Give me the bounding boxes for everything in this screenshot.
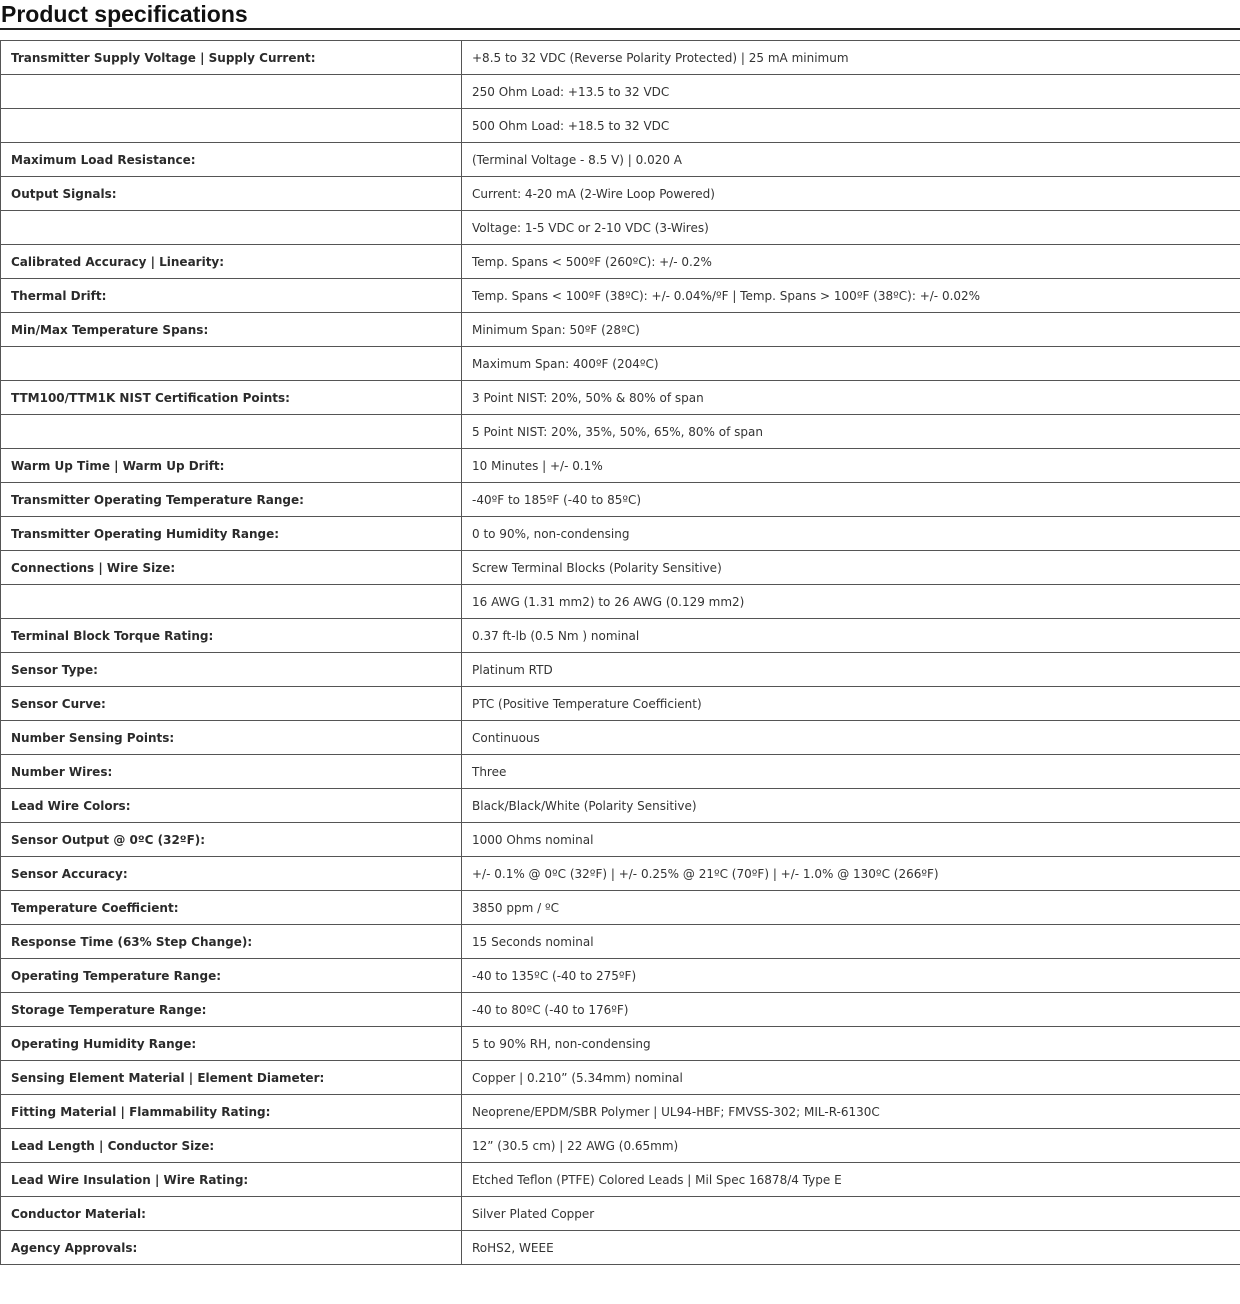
spec-label: Min/Max Temperature Spans: xyxy=(1,313,462,347)
spec-label: Lead Length | Conductor Size: xyxy=(1,1129,462,1163)
spec-value: 16 AWG (1.31 mm2) to 26 AWG (0.129 mm2) xyxy=(462,585,1240,619)
spec-value: Etched Teflon (PTFE) Colored Leads | Mil Spec 16878/4 Type E xyxy=(462,1163,1240,1197)
spec-label: Sensing Element Material | Element Diameter: xyxy=(1,1061,462,1095)
spec-label: Terminal Block Torque Rating: xyxy=(1,619,462,653)
spec-value: Platinum RTD xyxy=(462,653,1240,687)
table-row xyxy=(1,177,1240,211)
spec-value: Current: 4-20 mA (2-Wire Loop Powered) xyxy=(462,177,1240,211)
table-row xyxy=(1,959,1240,993)
spec-label xyxy=(1,347,462,381)
spec-value: 500 Ohm Load: +18.5 to 32 VDC xyxy=(462,109,1240,143)
page-title: Product specifications xyxy=(1,1,248,27)
spec-value: 12” (30.5 cm) | 22 AWG (0.65mm) xyxy=(462,1129,1240,1163)
table-row xyxy=(1,619,1240,653)
spec-value: -40ºF to 185ºF (-40 to 85ºC) xyxy=(462,483,1240,517)
spec-value: 15 Seconds nominal xyxy=(462,925,1240,959)
spec-label: Sensor Type: xyxy=(1,653,462,687)
spec-label: Lead Wire Colors: xyxy=(1,789,462,823)
table-row xyxy=(1,857,1240,891)
table-row xyxy=(1,381,1240,415)
spec-label: Operating Humidity Range: xyxy=(1,1027,462,1061)
spec-value: Neoprene/EPDM/SBR Polymer | UL94-HBF; FMVSS-302; MIL-R-6130C xyxy=(462,1095,1240,1129)
spec-label: Transmitter Supply Voltage | Supply Current: xyxy=(1,41,462,75)
spec-value: 3850 ppm / ºC xyxy=(462,891,1240,925)
section-heading xyxy=(0,0,1240,30)
spec-value: 10 Minutes | +/- 0.1% xyxy=(462,449,1240,483)
table-row xyxy=(1,109,1240,143)
spec-label: Fitting Material | Flammability Rating: xyxy=(1,1095,462,1129)
table-row xyxy=(1,1027,1240,1061)
table-row xyxy=(1,1231,1240,1265)
table-row xyxy=(1,41,1240,75)
spec-label: Operating Temperature Range: xyxy=(1,959,462,993)
spec-label: Output Signals: xyxy=(1,177,462,211)
table-row xyxy=(1,721,1240,755)
table-row xyxy=(1,1095,1240,1129)
spec-value: Temp. Spans < 100ºF (38ºC): +/- 0.04%/ºF | Temp. Spans > 100ºF (38ºC): +/- 0.02% xyxy=(462,279,1240,313)
table-row xyxy=(1,211,1240,245)
table-row xyxy=(1,347,1240,381)
table-row xyxy=(1,823,1240,857)
spec-label xyxy=(1,109,462,143)
spec-value: Continuous xyxy=(462,721,1240,755)
table-row xyxy=(1,517,1240,551)
specifications-table xyxy=(0,40,1240,1265)
spec-label: Thermal Drift: xyxy=(1,279,462,313)
table-row xyxy=(1,551,1240,585)
spec-label: Sensor Accuracy: xyxy=(1,857,462,891)
table-row xyxy=(1,755,1240,789)
spec-value: +8.5 to 32 VDC (Reverse Polarity Protected) | 25 mA minimum xyxy=(462,41,1240,75)
spec-label xyxy=(1,75,462,109)
spec-value: (Terminal Voltage - 8.5 V) | 0.020 A xyxy=(462,143,1240,177)
table-row xyxy=(1,1061,1240,1095)
spec-value: 5 to 90% RH, non-condensing xyxy=(462,1027,1240,1061)
spec-value: PTC (Positive Temperature Coefficient) xyxy=(462,687,1240,721)
spec-label xyxy=(1,415,462,449)
specifications-table-body xyxy=(1,41,1240,1265)
spec-label: Transmitter Operating Humidity Range: xyxy=(1,517,462,551)
table-row xyxy=(1,1129,1240,1163)
spec-label: Calibrated Accuracy | Linearity: xyxy=(1,245,462,279)
spec-value: 0.37 ft-lb (0.5 Nm ) nominal xyxy=(462,619,1240,653)
spec-value: 5 Point NIST: 20%, 35%, 50%, 65%, 80% of span xyxy=(462,415,1240,449)
spec-value: Minimum Span: 50ºF (28ºC) xyxy=(462,313,1240,347)
spec-value: 250 Ohm Load: +13.5 to 32 VDC xyxy=(462,75,1240,109)
spec-label: Transmitter Operating Temperature Range: xyxy=(1,483,462,517)
spec-value: +/- 0.1% @ 0ºC (32ºF) | +/- 0.25% @ 21ºC (70ºF) | +/- 1.0% @ 130ºC (266ºF) xyxy=(462,857,1240,891)
spec-label: Sensor Output @ 0ºC (32ºF): xyxy=(1,823,462,857)
spec-value: Silver Plated Copper xyxy=(462,1197,1240,1231)
spec-value: Screw Terminal Blocks (Polarity Sensitive) xyxy=(462,551,1240,585)
table-row xyxy=(1,585,1240,619)
table-row xyxy=(1,891,1240,925)
spec-value: -40 to 135ºC (-40 to 275ºF) xyxy=(462,959,1240,993)
table-row xyxy=(1,75,1240,109)
table-row xyxy=(1,687,1240,721)
table-row xyxy=(1,1163,1240,1197)
spec-label: Response Time (63% Step Change): xyxy=(1,925,462,959)
table-row xyxy=(1,925,1240,959)
spec-label: Number Wires: xyxy=(1,755,462,789)
spec-label: Agency Approvals: xyxy=(1,1231,462,1265)
table-row xyxy=(1,483,1240,517)
table-row xyxy=(1,1197,1240,1231)
spec-value: Three xyxy=(462,755,1240,789)
spec-label: Connections | Wire Size: xyxy=(1,551,462,585)
table-row xyxy=(1,143,1240,177)
spec-value: -40 to 80ºC (-40 to 176ºF) xyxy=(462,993,1240,1027)
spec-label: Maximum Load Resistance: xyxy=(1,143,462,177)
spec-value: Black/Black/White (Polarity Sensitive) xyxy=(462,789,1240,823)
spec-label xyxy=(1,585,462,619)
spec-label: Storage Temperature Range: xyxy=(1,993,462,1027)
spec-label: Conductor Material: xyxy=(1,1197,462,1231)
spec-value: Temp. Spans < 500ºF (260ºC): +/- 0.2% xyxy=(462,245,1240,279)
table-row xyxy=(1,993,1240,1027)
spec-label xyxy=(1,211,462,245)
spec-label: TTM100/TTM1K NIST Certification Points: xyxy=(1,381,462,415)
spec-value: 1000 Ohms nominal xyxy=(462,823,1240,857)
spec-value: Copper | 0.210” (5.34mm) nominal xyxy=(462,1061,1240,1095)
spec-value: 3 Point NIST: 20%, 50% & 80% of span xyxy=(462,381,1240,415)
spec-value: Maximum Span: 400ºF (204ºC) xyxy=(462,347,1240,381)
table-row xyxy=(1,245,1240,279)
spec-value: 0 to 90%, non-condensing xyxy=(462,517,1240,551)
spec-label: Number Sensing Points: xyxy=(1,721,462,755)
table-row xyxy=(1,653,1240,687)
spec-value: RoHS2, WEEE xyxy=(462,1231,1240,1265)
spec-label: Warm Up Time | Warm Up Drift: xyxy=(1,449,462,483)
table-row xyxy=(1,279,1240,313)
table-row xyxy=(1,789,1240,823)
table-row xyxy=(1,415,1240,449)
table-row xyxy=(1,313,1240,347)
spec-value: Voltage: 1-5 VDC or 2-10 VDC (3-Wires) xyxy=(462,211,1240,245)
spec-label: Lead Wire Insulation | Wire Rating: xyxy=(1,1163,462,1197)
table-row xyxy=(1,449,1240,483)
spec-label: Sensor Curve: xyxy=(1,687,462,721)
spec-label: Temperature Coefficient: xyxy=(1,891,462,925)
